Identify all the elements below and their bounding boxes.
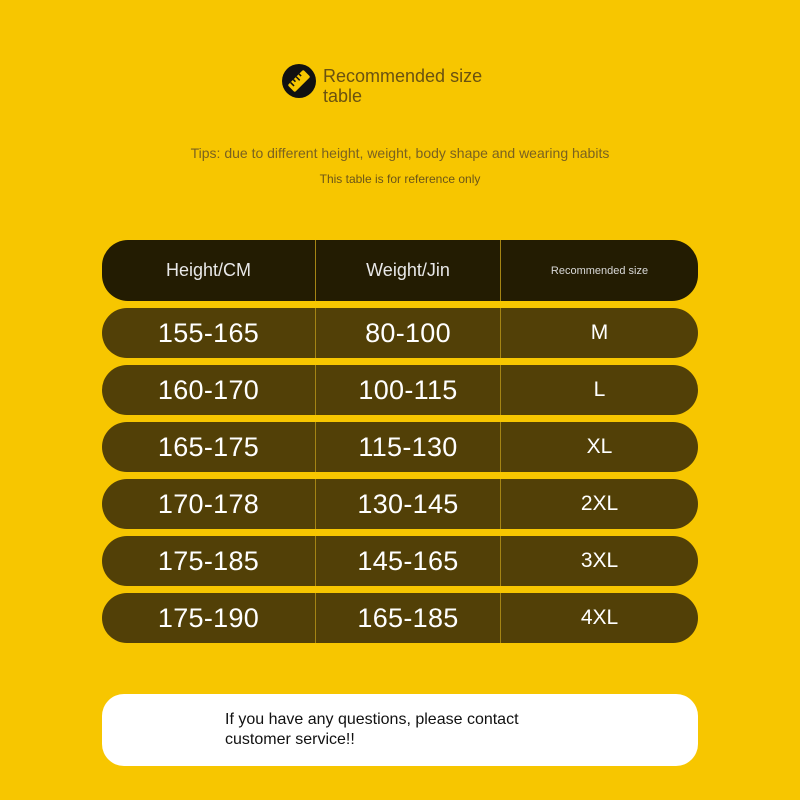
header — [282, 64, 523, 106]
height-cell: 170-178 — [102, 479, 316, 529]
table-row — [102, 422, 698, 472]
size-cell: XL — [586, 435, 613, 458]
weight-cell: 165-185 — [316, 593, 501, 643]
weight-cell: 130-145 — [316, 479, 501, 529]
size-cell: 4XL — [580, 606, 619, 629]
column-header-height: Height/CM — [102, 240, 316, 301]
contact-banner — [102, 694, 698, 766]
tips-line-2: This table is for reference only — [319, 172, 481, 186]
contact-text: If you have any questions, please contact customer service!! — [225, 711, 519, 748]
height-cell: 155-165 — [102, 308, 316, 358]
column-header-weight: Weight/Jin — [316, 240, 501, 301]
size-cell: 3XL — [580, 549, 619, 572]
height-cell: 160-170 — [102, 365, 316, 415]
weight-cell: 115-130 — [316, 422, 501, 472]
size-cell: L — [593, 378, 606, 401]
tips-line-1: Tips: due to different height, weight, body shape and wearing habits — [190, 145, 610, 161]
table-header-row — [102, 240, 698, 301]
weight-cell: 145-165 — [316, 536, 501, 586]
page-title: Recommended size table — [323, 66, 483, 106]
table-row — [102, 593, 698, 643]
size-cell: 2XL — [580, 492, 619, 515]
height-cell: 165-175 — [102, 422, 316, 472]
weight-cell: 80-100 — [316, 308, 501, 358]
weight-cell: 100-115 — [316, 365, 501, 415]
height-cell: 175-185 — [102, 536, 316, 586]
size-cell: M — [590, 321, 609, 344]
ruler-icon — [282, 64, 316, 98]
table-row — [102, 308, 698, 358]
table-row — [102, 536, 698, 586]
height-cell: 175-190 — [102, 593, 316, 643]
table-row — [102, 365, 698, 415]
size-table — [102, 240, 698, 650]
table-row — [102, 479, 698, 529]
column-header-size: Recommended size — [550, 264, 649, 277]
